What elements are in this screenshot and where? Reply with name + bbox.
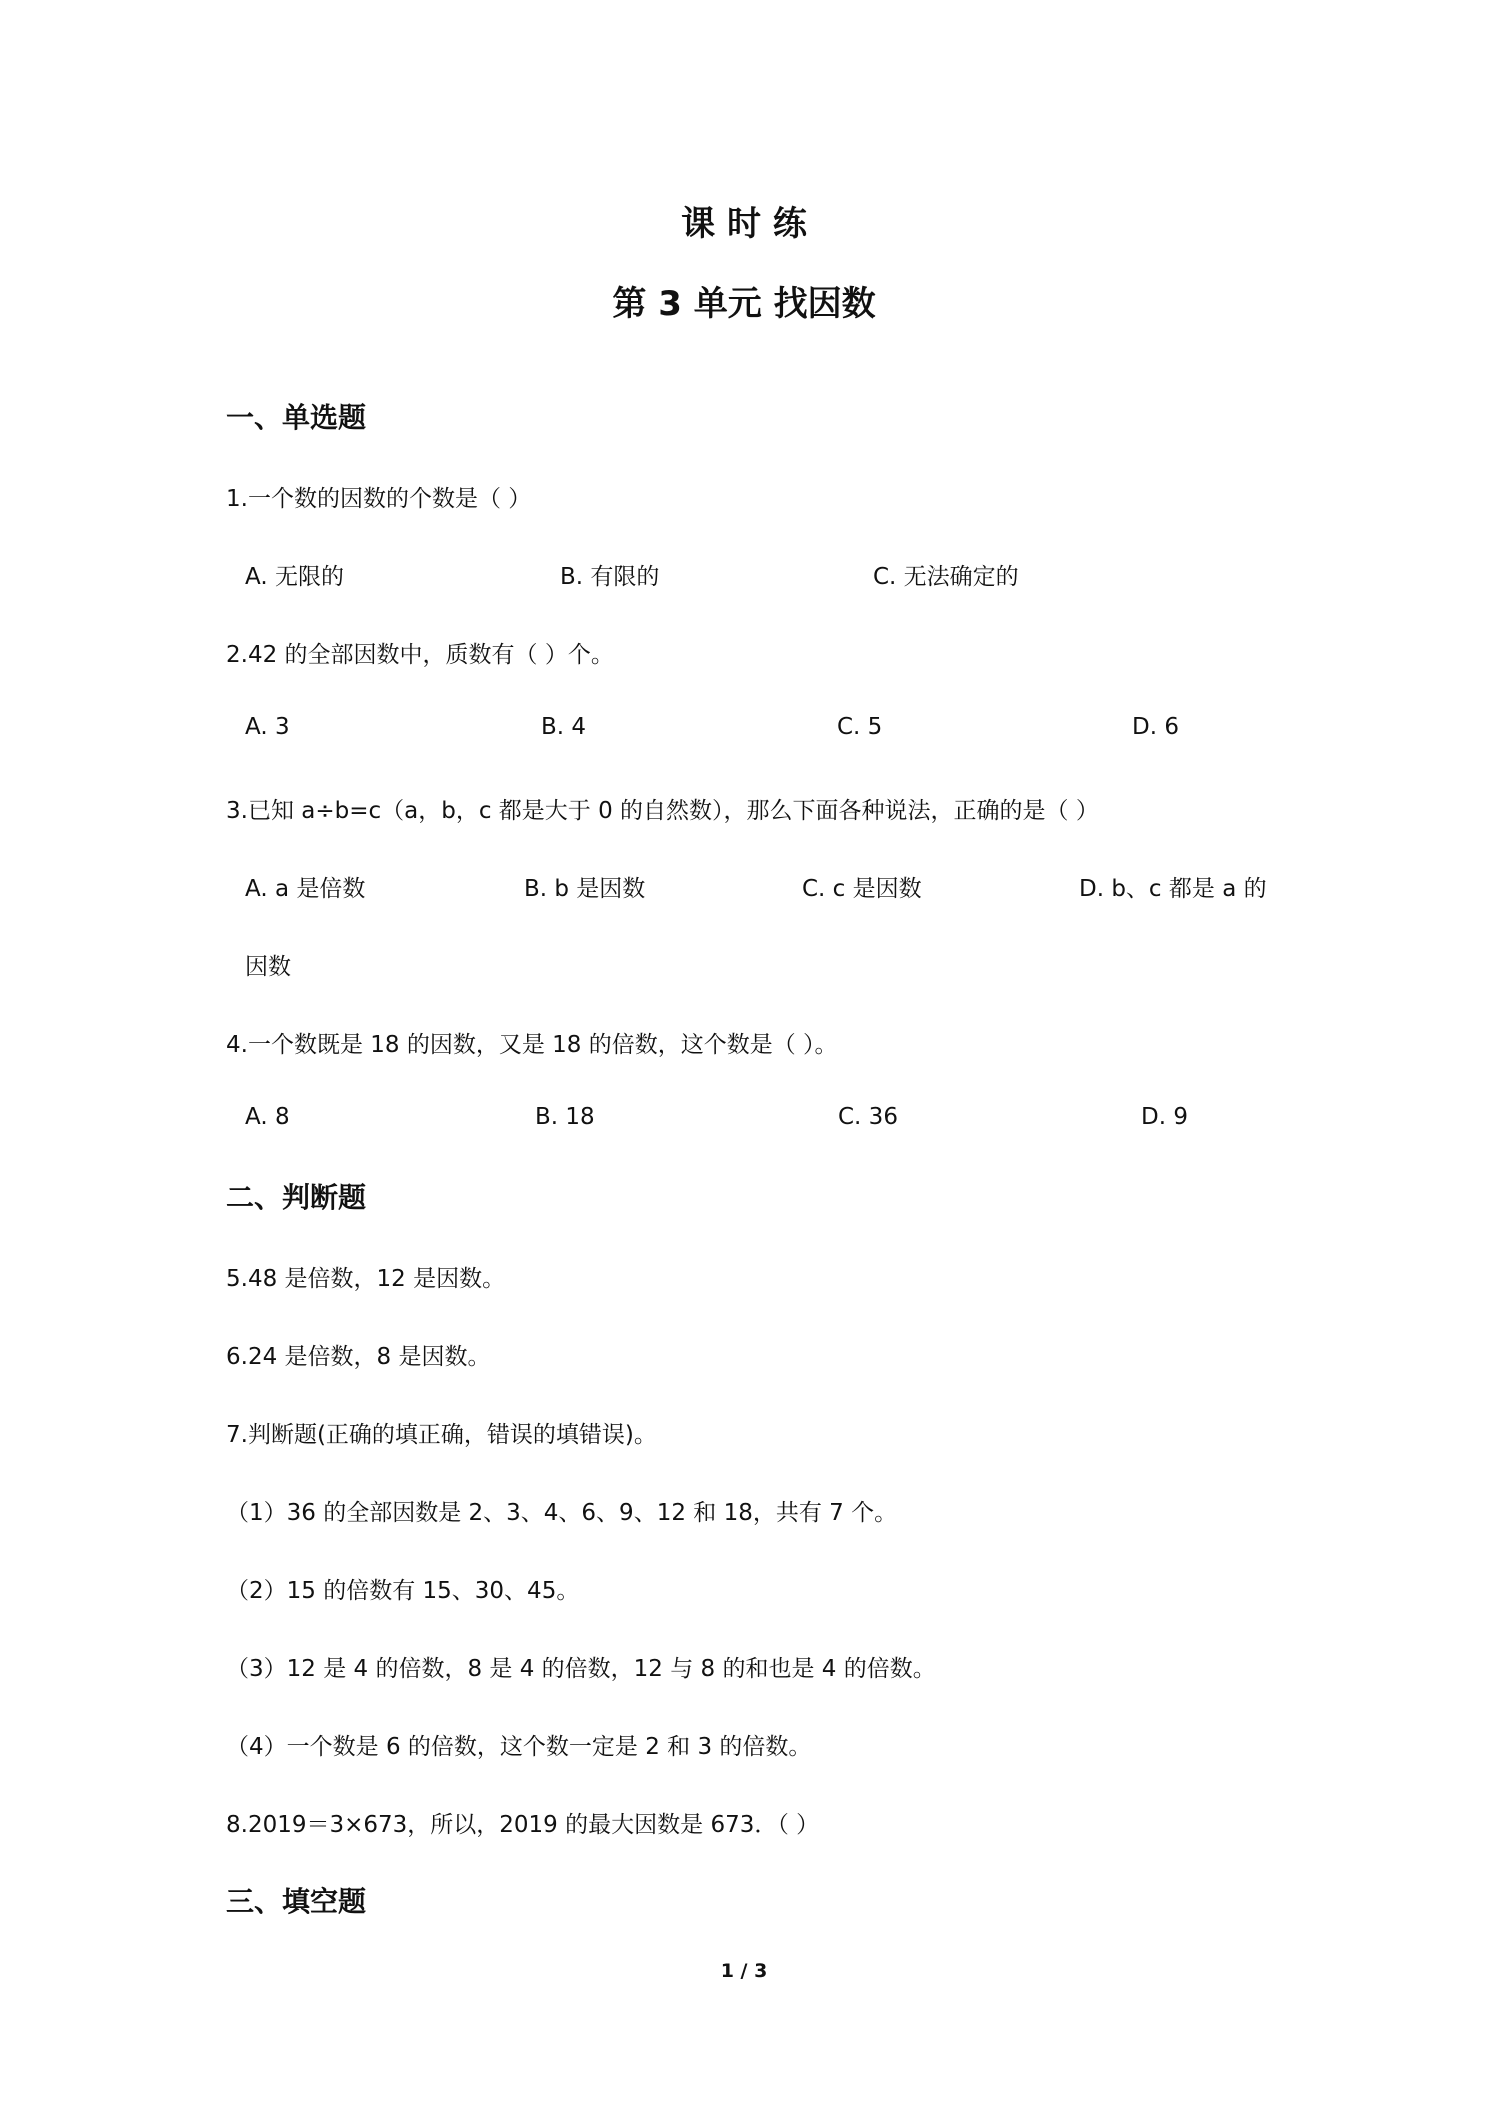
question-3-option-a: A. a 是倍数 (245, 876, 366, 902)
question-3-option-b: B. b 是因数 (524, 876, 646, 902)
question-7: 7.判断题(正确的填正确，错误的填错误)。 (226, 1422, 657, 1448)
question-4-option-d: D. 9 (1141, 1104, 1188, 1130)
question-8: 8.2019＝3×673，所以，2019 的最大因数是 673．（ ） (226, 1812, 820, 1838)
section-heading-true-false: 二、判断题 (226, 1181, 367, 1214)
question-2-option-b: B. 4 (541, 714, 587, 740)
question-2-option-c: C. 5 (837, 714, 883, 740)
question-2-option-a: A. 3 (245, 714, 290, 740)
page-subtitle: 第 3 单元 找因数 (612, 284, 876, 324)
page-title: 课 时 练 (681, 204, 807, 244)
page-number: 1 / 3 (720, 1960, 768, 1982)
question-1-option-b: B. 有限的 (560, 564, 660, 590)
question-1: 1.一个数的因数的个数是（ ） (226, 486, 532, 512)
section-heading-single-choice: 一、单选题 (226, 401, 367, 434)
question-4-option-a: A. 8 (245, 1104, 290, 1130)
question-1-option-c: C. 无法确定的 (873, 564, 1019, 590)
question-3-option-d-continuation: 因数 (245, 954, 291, 980)
question-7-item-4: （4）一个数是 6 的倍数，这个数一定是 2 和 3 的倍数。 (226, 1734, 812, 1760)
question-2: 2.42 的全部因数中，质数有（ ）个。 (226, 642, 614, 668)
question-7-item-3: （3）12 是 4 的倍数，8 是 4 的倍数，12 与 8 的和也是 4 的倍数。 (226, 1656, 936, 1682)
question-4: 4.一个数既是 18 的因数，又是 18 的倍数，这个数是（ ）。 (226, 1032, 838, 1058)
question-4-option-b: B. 18 (535, 1104, 595, 1130)
section-heading-fill-blank: 三、填空题 (226, 1885, 367, 1918)
question-7-item-1: （1）36 的全部因数是 2、3、4、6、9、12 和 18，共有 7 个。 (226, 1500, 898, 1526)
question-3-option-d: D. b、c 都是 a 的 (1079, 876, 1267, 902)
question-6: 6.24 是倍数，8 是因数。 (226, 1344, 491, 1370)
question-3: 3.已知 a÷b=c（a，b，c 都是大于 0 的自然数），那么下面各种说法，正确的是（ ） (226, 798, 1099, 824)
question-7-item-2: （2）15 的倍数有 15、30、45。 (226, 1578, 580, 1604)
question-4-option-c: C. 36 (838, 1104, 898, 1130)
question-2-option-d: D. 6 (1132, 714, 1179, 740)
question-3-option-c: C. c 是因数 (802, 876, 922, 902)
question-1-option-a: A. 无限的 (245, 564, 344, 590)
question-5: 5.48 是倍数，12 是因数。 (226, 1266, 506, 1292)
